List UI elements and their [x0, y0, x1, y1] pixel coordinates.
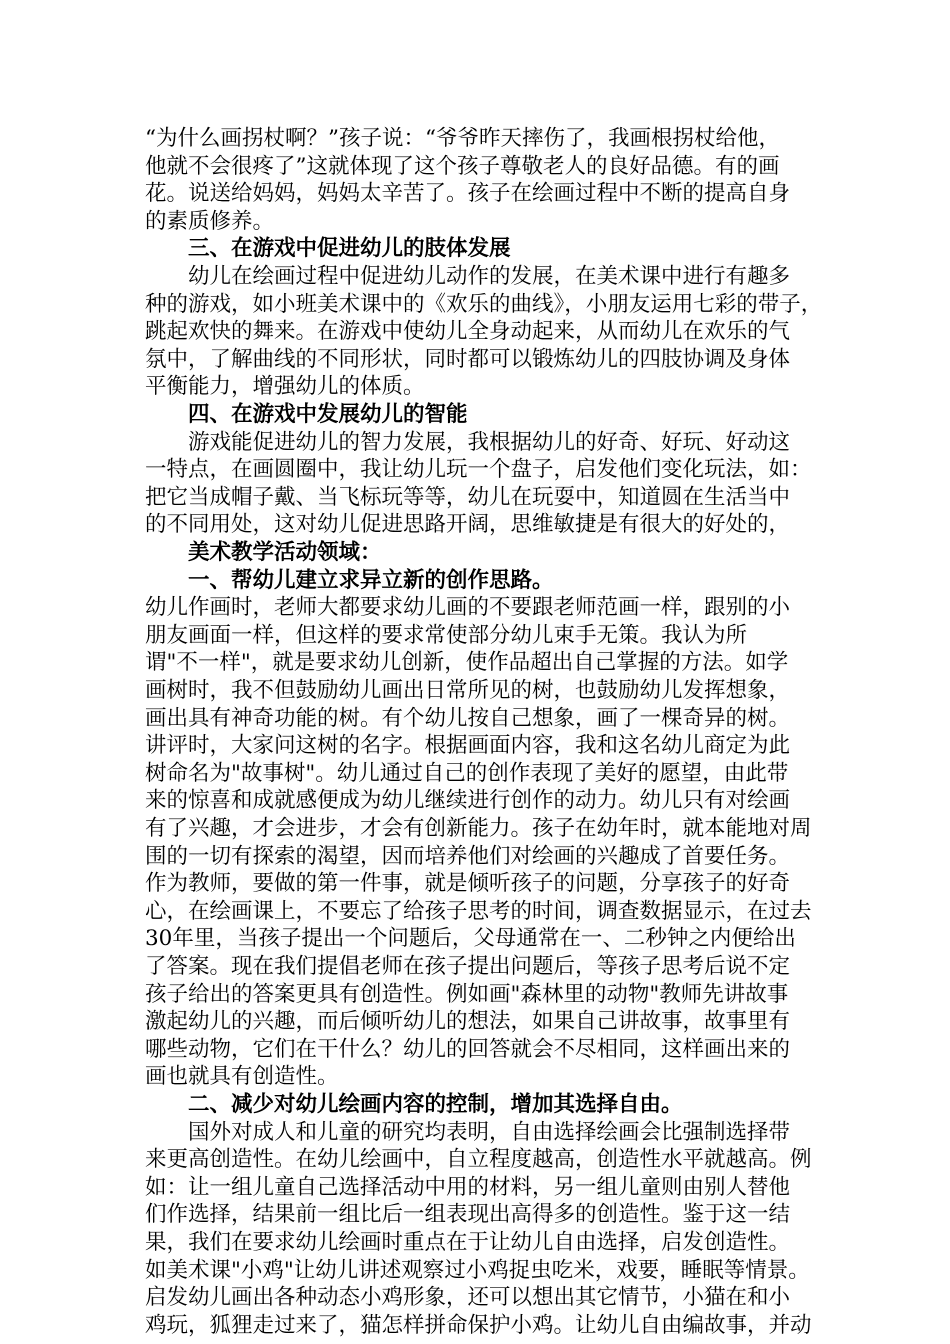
section-heading: 美术教学活动领域：: [188, 540, 382, 565]
text-line: 一特点，在画圆圈中，我让幼儿玩一个盘子，启发他们变化玩法，如：: [145, 457, 812, 483]
text-line: 孩子给出的答案更具有创造性。例如画"森林里的动物"教师先讲故事: [145, 981, 789, 1007]
text-line: 来更高创造性。在幼儿绘画中，自立程度越高，创造性水平就越高。例: [145, 1147, 812, 1173]
text-line: 画出具有神奇功能的树。有个幼儿按自己想象，画了一棵奇异的树。: [145, 705, 791, 731]
text-line: 画树时，我不但鼓励幼儿画出日常所见的树，也鼓励幼儿发挥想象，: [145, 678, 791, 703]
text-line: 围的一切有探索的渴望，因而培养他们对绘画的兴趣成了首要任务。: [145, 843, 791, 869]
text-line: 画也就具有创造性。: [145, 1064, 339, 1090]
text-line: 跳起欢快的舞来。在游戏中使幼儿全身动起来，从而幼儿在欢乐的气: [145, 319, 791, 345]
text-line: 如：让一组儿童自己选择活动中用的材料，另一组儿童则由别人替他: [145, 1174, 791, 1200]
text-line: 国外对成人和儿童的研究均表明，自由选择绘画会比强制选择带: [188, 1119, 791, 1145]
text-line: “为什么画拐杖啊？”孩子说：“爷爷昨天摔伤了，我画根拐杖给他，: [145, 126, 780, 151]
text-line: 们作选择，结果前一组比后一组表现出高得多的创造性。鉴于这一结: [145, 1202, 791, 1228]
text-line: 有了兴趣，才会进步，才会有创新能力。孩子在幼年时，就本能地对周: [145, 816, 812, 841]
text-line: 作为教师，要做的第一件事，就是倾听孩子的问题，分享孩子的好奇: [145, 871, 791, 897]
text-line: 30年里，当孩子提出一个问题后，父母通常在一、二秒钟之内便给出: [145, 926, 796, 952]
text-line: 种的游戏，如小班美术课中的《欢乐的曲线》，小朋友运用七彩的带子，: [145, 291, 823, 317]
text-line: 朋友画面一样，但这样的要求常使部分幼儿束手无策。我认为所: [145, 622, 748, 648]
text-line: 讲评时，大家问这树的名字。根据画面内容，我和这名幼儿商定为此: [145, 733, 791, 759]
text-line: 把它当成帽子戴、当飞标玩等等，幼儿在玩耍中，知道圆在生活当中: [145, 484, 791, 510]
section-heading: 一、帮幼儿建立求异立新的创作思路。: [188, 567, 554, 593]
text-line: 幼儿在绘画过程中促进幼儿动作的发展，在美术课中进行有趣多: [188, 264, 791, 289]
text-line: 来的惊喜和成就感便成为幼儿继续进行创作的动力。幼儿只有对绘画: [145, 788, 791, 814]
text-line: 如美术课"小鸡"让幼儿讲述观察过小鸡捉虫吃米，戏要，睡眠等情景。: [145, 1257, 810, 1283]
section-heading: 二、减少对幼儿绘画内容的控制，增加其选择自由。: [188, 1092, 683, 1117]
text-line: 的不同用处，这对幼儿促进思路开阔，思维敏捷是有很大的好处的，: [145, 512, 791, 538]
text-line: 谓"不一样"，就是要求幼儿创新，使作品超出自己掌握的方法。如学: [145, 650, 789, 676]
text-line: 了答案。现在我们提倡老师在孩子提出问题后，等孩子思考后说不定: [145, 954, 791, 979]
text-line: 树命名为"故事树"。幼儿通过自己的创作表现了美好的愿望，由此带: [145, 760, 789, 786]
section-heading: 三、在游戏中促进幼儿的肢体发展: [188, 236, 511, 262]
text-line: 哪些动物，它们在干什么？幼儿的回答就会不尽相同，这样画出来的: [145, 1036, 791, 1062]
text-line: 氛中，了解曲线的不同形状，同时都可以锻炼幼儿的四肢协调及身体: [145, 346, 791, 372]
text-line: 游戏能促进幼儿的智力发展，我根据幼儿的好奇、好玩、好动这: [188, 429, 791, 455]
text-line: 果，我们在要求幼儿绘画时重点在于让幼儿自由选择，启发创造性。: [145, 1230, 791, 1255]
text-line: 平衡能力，增强幼儿的体质。: [145, 374, 425, 400]
section-heading: 四、在游戏中发展幼儿的智能: [188, 402, 468, 427]
text-line: 幼儿作画时，老师大都要求幼儿画的不要跟老师范画一样，跟别的小: [145, 595, 791, 621]
text-line: 激起幼儿的兴趣，而后倾听幼儿的想法，如果自己讲故事，故事里有: [145, 1009, 791, 1035]
text-line: 的素质修养。: [145, 208, 275, 234]
text-line: 花。说送给妈妈，妈妈太辛苦了。孩子在绘画过程中不断的提高自身: [145, 181, 791, 207]
text-line: 心，在绘画课上，不要忘了给孩子思考的时间，调查数据显示，在过去: [145, 898, 812, 924]
text-line: 鸡玩，狐狸走过来了，猫怎样拼命保护小鸡。让幼儿自由编故事，并动: [145, 1312, 812, 1338]
text-line: 启发幼儿画出各种动态小鸡形象，还可以想出其它情节，小猫在和小: [145, 1285, 791, 1311]
text-line: 他就不会很疼了”这就体现了这个孩子尊敬老人的良好品德。有的画: [145, 153, 780, 179]
